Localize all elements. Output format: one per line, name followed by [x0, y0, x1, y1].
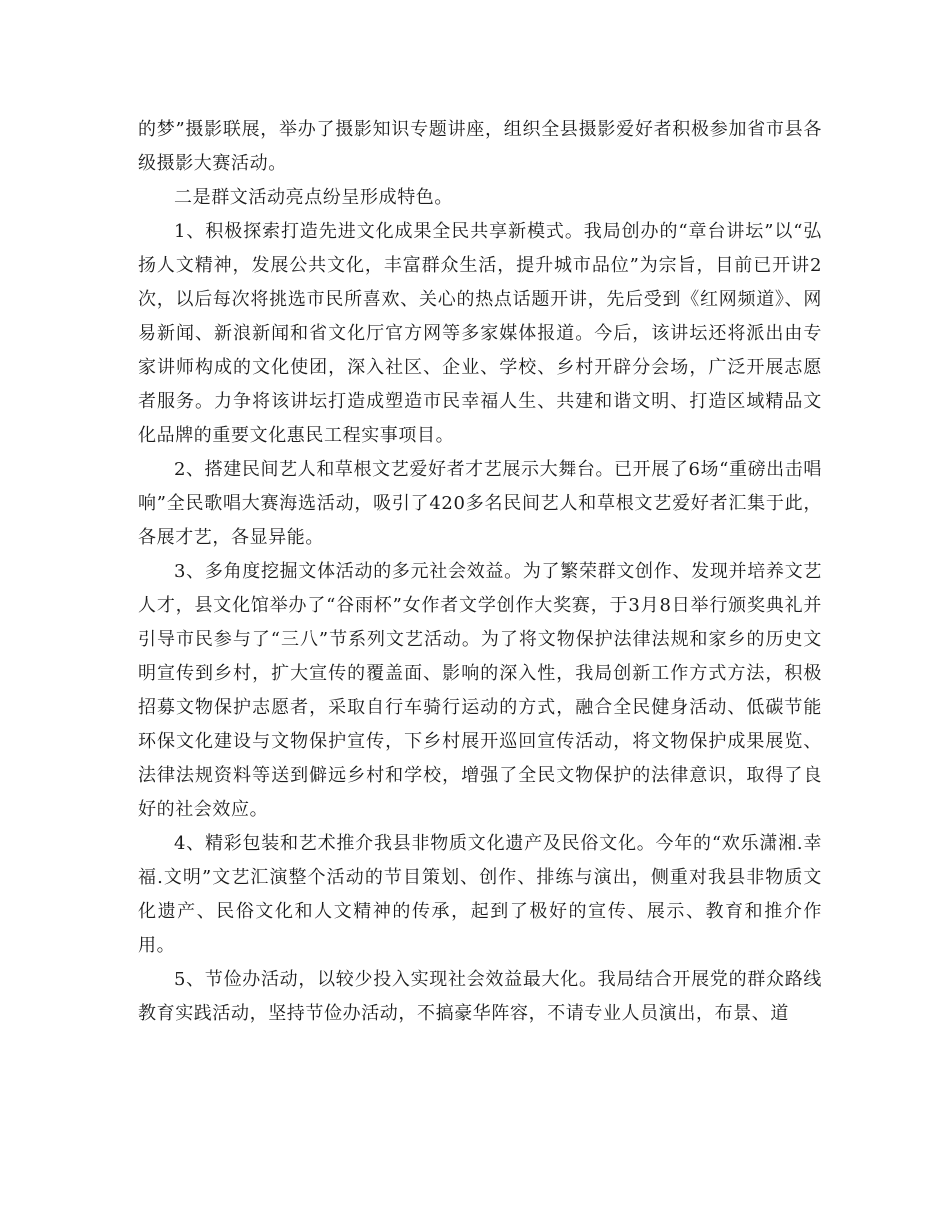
paragraph-continued-photo-exhibition: 的梦”摄影联展，举办了摄影知识专题讲座，组织全县摄影爱好者积极参加省市县各级摄影大赛活动。 — [138, 119, 822, 174]
paragraph-item-2: 2、搭建民间艺人和草根文艺爱好者才艺展示大舞台。已开展了6场“重磅出击唱响”全民歌唱大赛海选活动，吸引了420多名民间艺人和草根文艺爱好者汇集于此，各展才艺，各显异能。 — [138, 459, 822, 548]
paragraph-item-4: 4、精彩包装和艺术推介我县非物质文化遗产及民俗文化。今年的“欢乐潇湘.幸福.文明”文艺汇演整个活动的节目策划、创作、排练与演出，侧重对我县非物质文化遗产、民俗文化和人文精神的传承，起到了极好的宣传、展示、教育和推介作用。 — [138, 833, 822, 956]
paragraph-section-heading: 二是群文活动亮点纷呈形成特色。 — [174, 187, 453, 208]
paragraph-item-3: 3、多角度挖掘文体活动的多元社会效益。为了繁荣群文创作、发现并培养文艺人才，县文化馆举办了“谷雨杯”女作者文学创作大奖赛，于3月8日举行颁奖典礼并引导市民参与了“三八”节系列文艺活动。为了将文物保护法律法规和家乡的历史文明宣传到乡村，扩大宣传的覆盖面、影响的深入性，我局创新工作方式方法，积极招募文物保护志愿者，采取自行车骑行运动的方式，融合全民健身活动、低碳节能环保文化建设与文物保护宣传，下乡村展开巡回宣传活动，将文物保护成果展览、法律法规资料等送到僻远乡村和学校，增强了全民文物保护的法律意识，取得了良好的社会效应。 — [138, 561, 822, 820]
paragraph-item-5: 5、节俭办活动，以较少投入实现社会效益最大化。我局结合开展党的群众路线教育实践活动，坚持节俭办活动，不搞豪华阵容，不请专业人员演出，布景、道 — [138, 969, 822, 1024]
document-body — [138, 113, 822, 1031]
paragraph-item-1: 1、积极探索打造先进文化成果全民共享新模式。我局创办的“章台讲坛”以“弘扬人文精神，发展公共文化，丰富群众生活，提升城市品位”为宗旨，目前已开讲2次，以后每次将挑选市民所喜欢、关心的热点话题开讲，先后受到《红网频道》、网易新闻、新浪新闻和省文化厅官方网等多家媒体报道。今后，该讲坛还将派出由专家讲师构成的文化使团，深入社区、企业、学校、乡村开辟分会场，广泛开展志愿者服务。力争将该讲坛打造成塑造市民幸福人生、共建和谐文明、打造区域精品文化品牌的重要文化惠民工程实事项目。 — [138, 221, 822, 446]
